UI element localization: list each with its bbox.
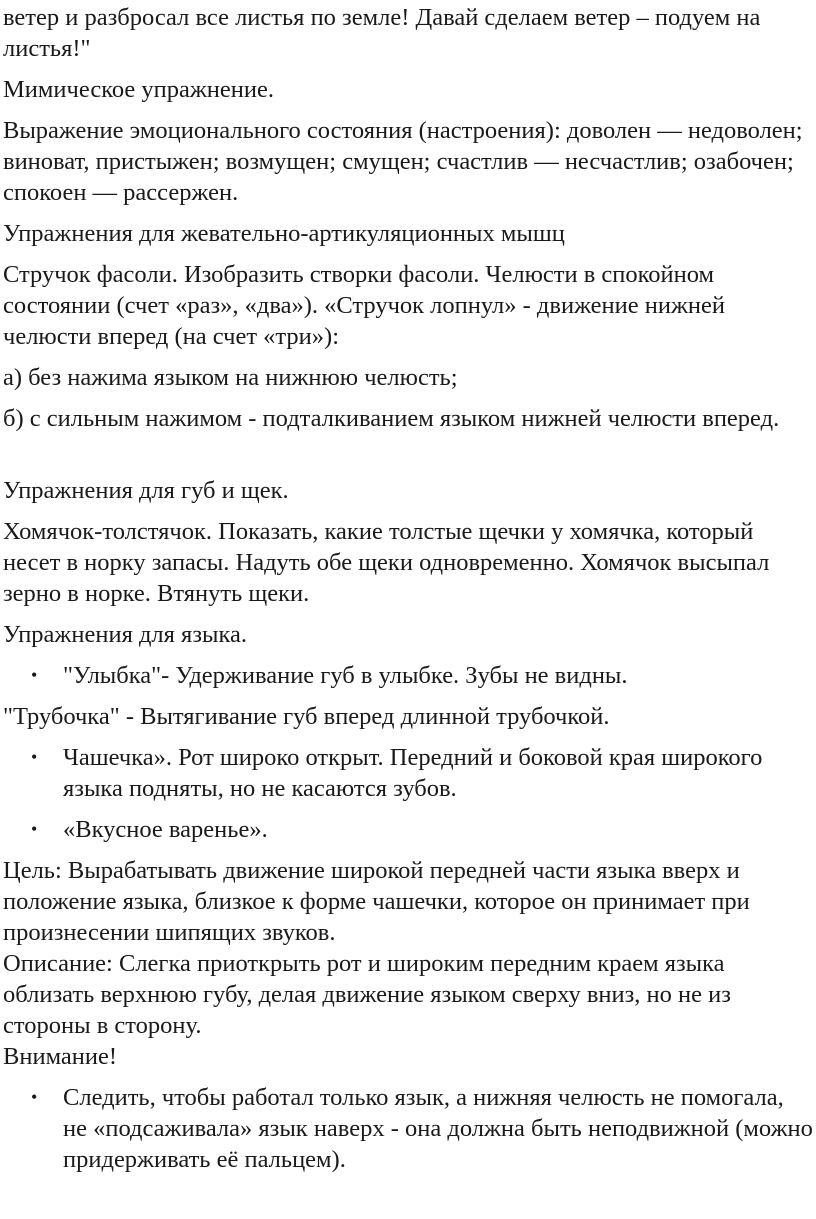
paragraph-description: Описание: Слегка приоткрыть рот и широким передним краем языка облизать верхнюю губу, делая движение языком сверху вниз, но не из стороны в сторону. — [3, 950, 731, 1039]
paragraph-bean-pod: Стручок фасоли. Изобразить створки фасоли. Челюсти в спокойном состоянии (счет «раз», «два»). «Стручок лопнул» - движение нижней челюсти вперед (на счет «три»): — [3, 261, 726, 350]
paragraph-option-b: б) с сильным нажимом - подталкиванием языком нижней челюсти вперед. — [3, 405, 780, 432]
paragraph-option-a: а) без нажима языком на нижнюю челюсть; — [3, 364, 458, 391]
blank-line — [3, 444, 813, 475]
paragraph-tube: "Трубочка" - Вытягивание губ вперед длинной трубочкой. — [3, 703, 610, 730]
list-item-jam: • «Вкусное варенье». — [3, 814, 813, 845]
heading-lips-cheeks: Упражнения для губ и щек. — [3, 477, 289, 504]
bullet-list-attention — [3, 1082, 813, 1175]
paragraph-wind: ветер и разбросал все листья по земле! Давай сделаем ветер – подуем на листья!" — [3, 4, 761, 62]
list-item-attention: • Следить, чтобы работал только язык, а нижняя челюсть не помогала, не «подсаживала» язык наверх - она должна быть неподвижной (можно придерживать её пальцем). — [3, 1082, 813, 1175]
paragraph-hamster: Хомячок-толстячок. Показать, какие толстые щечки у хомячка, который несет в норку запасы. Надуть обе щеки одновременно. Хомячок высыпал зерно в норке. Втянуть щеки. — [3, 518, 770, 607]
paragraph-emotions: Выражение эмоционального состояния (настроения): доволен — недоволен; виноват, пристыжен; возмущен; смущен; счастлив — несчастлив; озабочен; спокоен — рассержен. — [3, 117, 803, 206]
paragraph-attention: Внимание! — [3, 1043, 118, 1070]
paragraph-goal: Цель: Вырабатывать движение широкой передней части языка вверх и положение языка, близкое к форме чашечки, которое он принимает при произнесении шипящих звуков. — [3, 857, 750, 946]
list-item-cup: • Чашечка». Рот широко открыт. Передний и боковой края широкого языка подняты, но не касаются зубов. — [3, 742, 813, 804]
heading-mimic-exercise: Мимическое упражнение. — [3, 76, 275, 103]
heading-chewing-exercises: Упражнения для жевательно-артикуляционных мышц — [3, 220, 565, 247]
bullet-list-cup — [3, 742, 813, 845]
document-page — [3, 2, 813, 1185]
bullet-list-smile — [3, 660, 813, 691]
heading-tongue-exercises: Упражнения для языка. — [3, 621, 247, 648]
list-item-smile: • "Улыбка"- Удерживание губ в улыбке. Зубы не видны. — [3, 660, 813, 691]
